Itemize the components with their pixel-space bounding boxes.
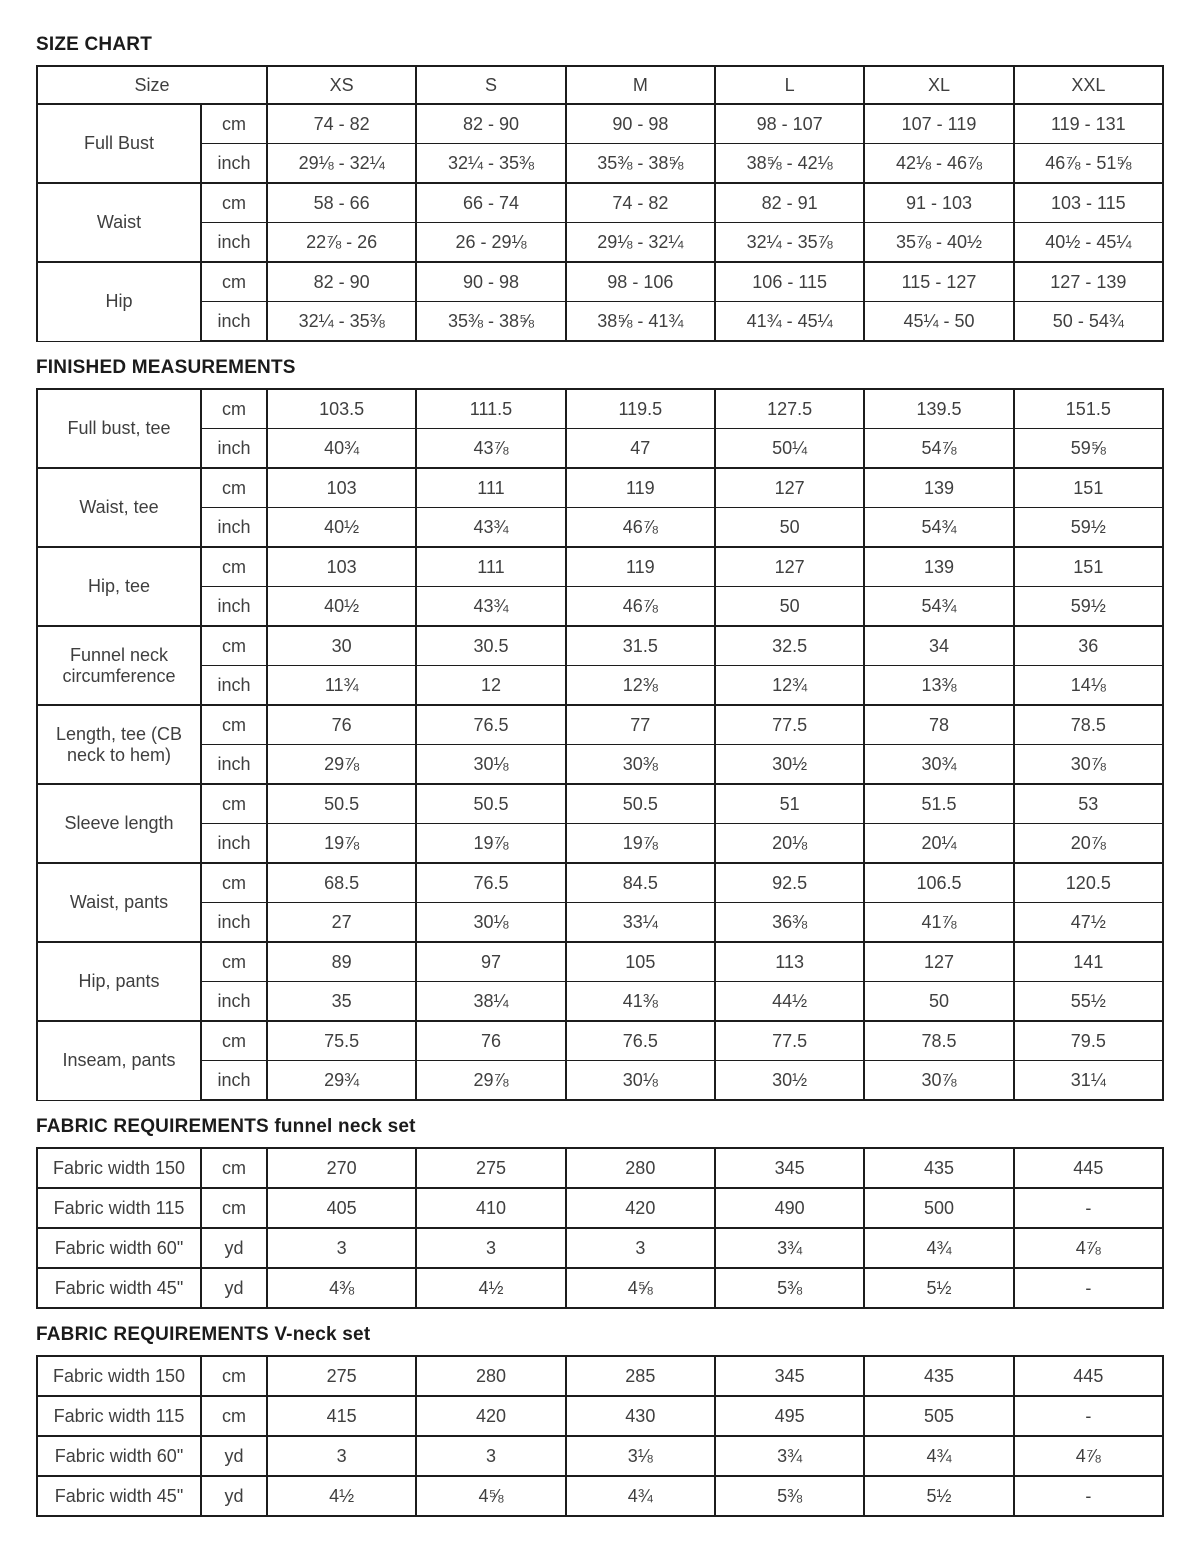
value-cell: 66 - 74 [416, 183, 565, 223]
value-cell: 40½ [267, 508, 416, 548]
value-cell: 41⅞ [864, 903, 1013, 943]
value-cell: 19⅞ [566, 824, 715, 864]
value-cell: 50 [715, 587, 864, 627]
measurement-row-label: Sleeve length [37, 784, 201, 863]
value-cell: 280 [566, 1148, 715, 1188]
size-column-header: XXL [1014, 66, 1163, 104]
value-cell: 105 [566, 942, 715, 982]
value-cell: 50 - 54¾ [1014, 302, 1163, 342]
value-cell: 435 [864, 1356, 1013, 1396]
size-chart-table [36, 65, 1164, 342]
value-cell: 84.5 [566, 863, 715, 903]
unit-label: cm [201, 1148, 267, 1188]
value-cell: 139 [864, 468, 1013, 508]
value-cell: 32¼ - 35⅜ [267, 302, 416, 342]
value-cell: 141 [1014, 942, 1163, 982]
value-cell: 89 [267, 942, 416, 982]
measurement-row-label: Full bust, tee [37, 389, 201, 468]
value-cell: 43¾ [416, 587, 565, 627]
unit-label: yd [201, 1228, 267, 1268]
value-cell: 27 [267, 903, 416, 943]
measurement-row-label: Funnel neck circumference [37, 626, 201, 705]
value-cell: 111.5 [416, 389, 565, 429]
value-cell: 4⅝ [416, 1476, 565, 1516]
value-cell: 103 - 115 [1014, 183, 1163, 223]
value-cell: 30½ [715, 1061, 864, 1101]
section-title-size-chart: SIZE CHART [36, 34, 152, 55]
fabric-row-label: Fabric width 60" [37, 1228, 201, 1268]
value-cell: 430 [566, 1396, 715, 1436]
value-cell: 42⅛ - 46⅞ [864, 144, 1013, 184]
value-cell: 410 [416, 1188, 565, 1228]
value-cell: 107 - 119 [864, 104, 1013, 144]
value-cell: 420 [566, 1188, 715, 1228]
unit-label: inch [201, 429, 267, 469]
unit-label: cm [201, 262, 267, 302]
measurement-row-label: Waist [37, 183, 201, 262]
value-cell: 38⅝ - 42⅛ [715, 144, 864, 184]
value-cell: 151 [1014, 547, 1163, 587]
value-cell: 50 [864, 982, 1013, 1022]
fabric-row-label: Fabric width 45" [37, 1476, 201, 1516]
value-cell: 97 [416, 942, 565, 982]
value-cell: 75.5 [267, 1021, 416, 1061]
fabric-row-label: Fabric width 45" [37, 1268, 201, 1308]
value-cell: 76.5 [416, 863, 565, 903]
unit-label: cm [201, 1188, 267, 1228]
unit-label: cm [201, 784, 267, 824]
value-cell: 3⅛ [566, 1436, 715, 1476]
value-cell: 54¾ [864, 587, 1013, 627]
value-cell: 3 [267, 1228, 416, 1268]
value-cell: 38⅝ - 41¾ [566, 302, 715, 342]
size-header-label: Size [37, 66, 267, 104]
value-cell: 78 [864, 705, 1013, 745]
value-cell: 4¾ [566, 1476, 715, 1516]
value-cell: 12⅜ [566, 666, 715, 706]
value-cell: 59½ [1014, 587, 1163, 627]
unit-label: yd [201, 1436, 267, 1476]
unit-label: inch [201, 824, 267, 864]
unit-label: inch [201, 508, 267, 548]
value-cell: 3 [416, 1228, 565, 1268]
value-cell: 20⅛ [715, 824, 864, 864]
value-cell: 45¼ - 50 [864, 302, 1013, 342]
value-cell: 345 [715, 1356, 864, 1396]
unit-label: inch [201, 745, 267, 785]
value-cell: 119 - 131 [1014, 104, 1163, 144]
value-cell: 50¼ [715, 429, 864, 469]
value-cell: 5½ [864, 1268, 1013, 1308]
value-cell: 445 [1014, 1148, 1163, 1188]
unit-label: inch [201, 903, 267, 943]
unit-label: cm [201, 626, 267, 666]
fabric-row-label: Fabric width 115 [37, 1188, 201, 1228]
value-cell: 90 - 98 [416, 262, 565, 302]
value-cell: 151 [1014, 468, 1163, 508]
value-cell: 29⅞ [267, 745, 416, 785]
value-cell: 30⅞ [1014, 745, 1163, 785]
value-cell: 4⅜ [267, 1268, 416, 1308]
unit-label: cm [201, 104, 267, 144]
value-cell: 3 [416, 1436, 565, 1476]
value-cell: 111 [416, 547, 565, 587]
value-cell: 3 [267, 1436, 416, 1476]
value-cell: 11¾ [267, 666, 416, 706]
value-cell: 51.5 [864, 784, 1013, 824]
value-cell: 127 - 139 [1014, 262, 1163, 302]
measurement-row-label: Waist, tee [37, 468, 201, 547]
value-cell: 41¾ - 45¼ [715, 302, 864, 342]
value-cell: 139.5 [864, 389, 1013, 429]
value-cell: 4⅝ [566, 1268, 715, 1308]
value-cell: 34 [864, 626, 1013, 666]
value-cell: 77 [566, 705, 715, 745]
value-cell: 78.5 [864, 1021, 1013, 1061]
fabric-row-label: Fabric width 150 [37, 1356, 201, 1396]
value-cell: 31.5 [566, 626, 715, 666]
value-cell: 92.5 [715, 863, 864, 903]
value-cell: 106.5 [864, 863, 1013, 903]
value-cell: 35⅜ - 38⅝ [416, 302, 565, 342]
value-cell: 40¾ [267, 429, 416, 469]
value-cell: 151.5 [1014, 389, 1163, 429]
value-cell: 36⅜ [715, 903, 864, 943]
value-cell: 20⅞ [1014, 824, 1163, 864]
value-cell: 32¼ - 35⅜ [416, 144, 565, 184]
unit-label: cm [201, 183, 267, 223]
value-cell: 139 [864, 547, 1013, 587]
value-cell: 41⅜ [566, 982, 715, 1022]
value-cell: 74 - 82 [566, 183, 715, 223]
value-cell: 29⅛ - 32¼ [566, 223, 715, 263]
value-cell: 103 [267, 468, 416, 508]
unit-label: inch [201, 982, 267, 1022]
value-cell: 46⅞ [566, 587, 715, 627]
value-cell: 59⅝ [1014, 429, 1163, 469]
value-cell: 5⅜ [715, 1476, 864, 1516]
value-cell: 270 [267, 1148, 416, 1188]
size-column-header: S [416, 66, 565, 104]
value-cell: 82 - 91 [715, 183, 864, 223]
value-cell: 76.5 [416, 705, 565, 745]
value-cell: 44½ [715, 982, 864, 1022]
unit-label: cm [201, 705, 267, 745]
value-cell: 47½ [1014, 903, 1163, 943]
value-cell: 5½ [864, 1476, 1013, 1516]
value-cell: 38¼ [416, 982, 565, 1022]
value-cell: 74 - 82 [267, 104, 416, 144]
value-cell: - [1014, 1476, 1163, 1516]
value-cell: 275 [416, 1148, 565, 1188]
value-cell: 54⅞ [864, 429, 1013, 469]
unit-label: inch [201, 587, 267, 627]
size-column-header: M [566, 66, 715, 104]
unit-label: cm [201, 1021, 267, 1061]
value-cell: 12¾ [715, 666, 864, 706]
value-cell: 51 [715, 784, 864, 824]
value-cell: 103 [267, 547, 416, 587]
unit-label: cm [201, 863, 267, 903]
value-cell: 30⅜ [566, 745, 715, 785]
finished-measurements-table [36, 388, 1164, 1101]
value-cell: 54¾ [864, 508, 1013, 548]
unit-label: inch [201, 666, 267, 706]
value-cell: 14⅛ [1014, 666, 1163, 706]
value-cell: 3¾ [715, 1436, 864, 1476]
value-cell: 50.5 [267, 784, 416, 824]
value-cell: 345 [715, 1148, 864, 1188]
value-cell: 98 - 106 [566, 262, 715, 302]
value-cell: 4¾ [864, 1228, 1013, 1268]
value-cell: 119.5 [566, 389, 715, 429]
value-cell: 435 [864, 1148, 1013, 1188]
fabric-row-label: Fabric width 60" [37, 1436, 201, 1476]
measurement-row-label: Hip [37, 262, 201, 341]
value-cell: 40½ - 45¼ [1014, 223, 1163, 263]
value-cell: 127 [715, 547, 864, 587]
value-cell: 275 [267, 1356, 416, 1396]
value-cell: 53 [1014, 784, 1163, 824]
value-cell: 46⅞ [566, 508, 715, 548]
fabric-v-neck-table [36, 1355, 1164, 1517]
value-cell: 415 [267, 1396, 416, 1436]
value-cell: 98 - 107 [715, 104, 864, 144]
value-cell: 120.5 [1014, 863, 1163, 903]
unit-label: inch [201, 302, 267, 342]
value-cell: 127 [864, 942, 1013, 982]
value-cell: 490 [715, 1188, 864, 1228]
value-cell: 55½ [1014, 982, 1163, 1022]
value-cell: 78.5 [1014, 705, 1163, 745]
value-cell: 33¼ [566, 903, 715, 943]
value-cell: 47 [566, 429, 715, 469]
section-title-fabric-funnel-neck: FABRIC REQUIREMENTS funnel neck set [36, 1116, 416, 1137]
unit-label: yd [201, 1268, 267, 1308]
value-cell: 30⅞ [864, 1061, 1013, 1101]
value-cell: 50 [715, 508, 864, 548]
size-column-header: XS [267, 66, 416, 104]
value-cell: 30⅛ [566, 1061, 715, 1101]
value-cell: 30⅛ [416, 745, 565, 785]
measurement-row-label: Hip, pants [37, 942, 201, 1021]
value-cell: 35⅞ - 40½ [864, 223, 1013, 263]
value-cell: 30½ [715, 745, 864, 785]
value-cell: - [1014, 1396, 1163, 1436]
unit-label: inch [201, 1061, 267, 1101]
unit-label: inch [201, 144, 267, 184]
unit-label: cm [201, 468, 267, 508]
value-cell: 420 [416, 1396, 565, 1436]
size-column-header: L [715, 66, 864, 104]
value-cell: 4⅞ [1014, 1436, 1163, 1476]
value-cell: 40½ [267, 587, 416, 627]
value-cell: 29⅛ - 32¼ [267, 144, 416, 184]
value-cell: 43⅞ [416, 429, 565, 469]
value-cell: 26 - 29⅛ [416, 223, 565, 263]
section-title-finished-measurements: FINISHED MEASUREMENTS [36, 357, 296, 378]
value-cell: 4½ [267, 1476, 416, 1516]
unit-label: cm [201, 389, 267, 429]
value-cell: 500 [864, 1188, 1013, 1228]
value-cell: 46⅞ - 51⅝ [1014, 144, 1163, 184]
value-cell: 82 - 90 [416, 104, 565, 144]
value-cell: 127 [715, 468, 864, 508]
value-cell: 4¾ [864, 1436, 1013, 1476]
size-column-header: XL [864, 66, 1013, 104]
value-cell: 43¾ [416, 508, 565, 548]
value-cell: 22⅞ - 26 [267, 223, 416, 263]
value-cell: 115 - 127 [864, 262, 1013, 302]
unit-label: cm [201, 942, 267, 982]
value-cell: 19⅞ [416, 824, 565, 864]
value-cell: 29¾ [267, 1061, 416, 1101]
value-cell: - [1014, 1268, 1163, 1308]
fabric-funnel-neck-table [36, 1147, 1164, 1309]
value-cell: 103.5 [267, 389, 416, 429]
value-cell: 90 - 98 [566, 104, 715, 144]
value-cell: 77.5 [715, 705, 864, 745]
value-cell: 280 [416, 1356, 565, 1396]
value-cell: 30⅛ [416, 903, 565, 943]
value-cell: 30 [267, 626, 416, 666]
value-cell: 119 [566, 468, 715, 508]
value-cell: 106 - 115 [715, 262, 864, 302]
value-cell: 3¾ [715, 1228, 864, 1268]
value-cell: - [1014, 1188, 1163, 1228]
value-cell: 5⅜ [715, 1268, 864, 1308]
value-cell: 76 [416, 1021, 565, 1061]
value-cell: 29⅞ [416, 1061, 565, 1101]
unit-label: yd [201, 1476, 267, 1516]
value-cell: 50.5 [416, 784, 565, 824]
measurement-row-label: Length, tee (CB neck to hem) [37, 705, 201, 784]
value-cell: 35⅜ - 38⅝ [566, 144, 715, 184]
measurement-row-label: Inseam, pants [37, 1021, 201, 1100]
value-cell: 76.5 [566, 1021, 715, 1061]
value-cell: 82 - 90 [267, 262, 416, 302]
value-cell: 32¼ - 35⅞ [715, 223, 864, 263]
value-cell: 30.5 [416, 626, 565, 666]
value-cell: 76 [267, 705, 416, 745]
fabric-row-label: Fabric width 115 [37, 1396, 201, 1436]
value-cell: 77.5 [715, 1021, 864, 1061]
measurement-row-label: Full Bust [37, 104, 201, 183]
value-cell: 113 [715, 942, 864, 982]
value-cell: 119 [566, 547, 715, 587]
unit-label: cm [201, 547, 267, 587]
value-cell: 4½ [416, 1268, 565, 1308]
value-cell: 111 [416, 468, 565, 508]
measurement-row-label: Hip, tee [37, 547, 201, 626]
value-cell: 405 [267, 1188, 416, 1228]
value-cell: 285 [566, 1356, 715, 1396]
fabric-row-label: Fabric width 150 [37, 1148, 201, 1188]
value-cell: 505 [864, 1396, 1013, 1436]
value-cell: 58 - 66 [267, 183, 416, 223]
value-cell: 13⅜ [864, 666, 1013, 706]
value-cell: 36 [1014, 626, 1163, 666]
value-cell: 79.5 [1014, 1021, 1163, 1061]
value-cell: 127.5 [715, 389, 864, 429]
section-title-fabric-v-neck: FABRIC REQUIREMENTS V-neck set [36, 1324, 371, 1345]
value-cell: 35 [267, 982, 416, 1022]
value-cell: 4⅞ [1014, 1228, 1163, 1268]
value-cell: 19⅞ [267, 824, 416, 864]
value-cell: 68.5 [267, 863, 416, 903]
value-cell: 59½ [1014, 508, 1163, 548]
value-cell: 31¼ [1014, 1061, 1163, 1101]
value-cell: 495 [715, 1396, 864, 1436]
measurement-row-label: Waist, pants [37, 863, 201, 942]
value-cell: 12 [416, 666, 565, 706]
value-cell: 20¼ [864, 824, 1013, 864]
value-cell: 32.5 [715, 626, 864, 666]
value-cell: 50.5 [566, 784, 715, 824]
value-cell: 30¾ [864, 745, 1013, 785]
unit-label: cm [201, 1356, 267, 1396]
unit-label: inch [201, 223, 267, 263]
value-cell: 3 [566, 1228, 715, 1268]
unit-label: cm [201, 1396, 267, 1436]
value-cell: 91 - 103 [864, 183, 1013, 223]
value-cell: 445 [1014, 1356, 1163, 1396]
